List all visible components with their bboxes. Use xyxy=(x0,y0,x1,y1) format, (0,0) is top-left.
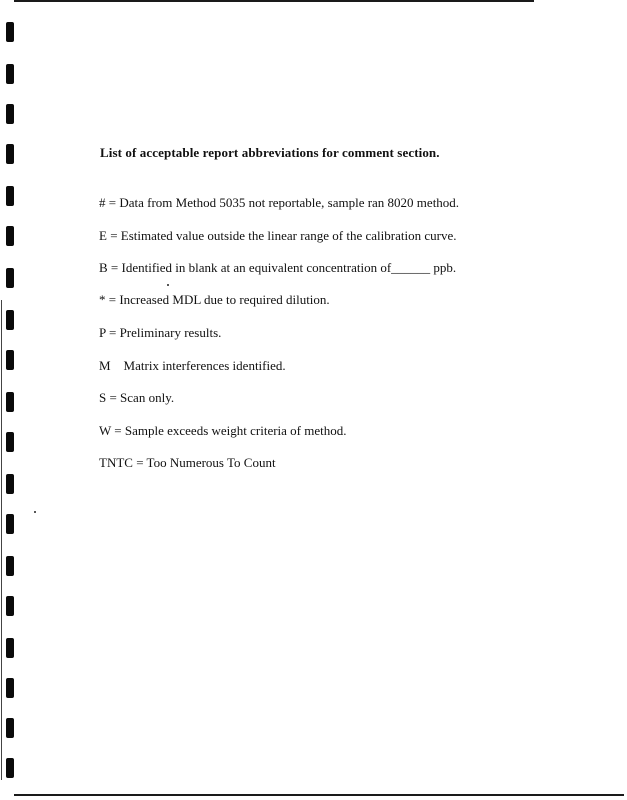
binder-hole xyxy=(6,596,14,616)
scan-edge-bottom xyxy=(14,794,624,796)
binder-hole xyxy=(6,186,14,206)
binder-hole xyxy=(6,678,14,698)
binder-hole xyxy=(6,514,14,534)
abbreviation-entry: TNTC = Too Numerous To Count xyxy=(99,455,276,470)
binder-hole xyxy=(6,104,14,124)
abbreviation-entry: * = Increased MDL due to required dilution. xyxy=(99,292,330,307)
scan-edge-left xyxy=(1,300,2,780)
binder-hole xyxy=(6,758,14,778)
binder-hole xyxy=(6,718,14,738)
binder-hole xyxy=(6,556,14,576)
binder-hole xyxy=(6,310,14,330)
binder-hole xyxy=(6,268,14,288)
binder-hole xyxy=(6,144,14,164)
binder-hole xyxy=(6,474,14,494)
scan-edge-top xyxy=(14,0,534,2)
abbreviation-entry: P = Preliminary results. xyxy=(99,325,222,340)
binder-hole xyxy=(6,432,14,452)
abbreviation-entry: B = Identified in blank at an equivalent concentration of______ ppb. xyxy=(99,260,457,275)
binder-hole xyxy=(6,22,14,42)
scan-speck xyxy=(167,284,169,286)
page-title: List of acceptable report abbreviations for comment section. xyxy=(100,145,440,160)
binder-hole xyxy=(6,64,14,84)
binder-hole xyxy=(6,226,14,246)
abbreviation-entry: M Matrix interferences identified. xyxy=(99,358,286,373)
abbreviation-entry: # = Data from Method 5035 not reportable, sample ran 8020 method. xyxy=(99,195,460,210)
abbreviation-entry: S = Scan only. xyxy=(99,390,175,405)
binder-hole xyxy=(6,638,14,658)
abbreviation-entry: E = Estimated value outside the linear range of the calibration curve. xyxy=(99,228,457,243)
scan-speck xyxy=(34,511,36,513)
abbreviation-entry: W = Sample exceeds weight criteria of method. xyxy=(99,423,347,438)
binder-hole xyxy=(6,392,14,412)
binder-hole xyxy=(6,350,14,370)
